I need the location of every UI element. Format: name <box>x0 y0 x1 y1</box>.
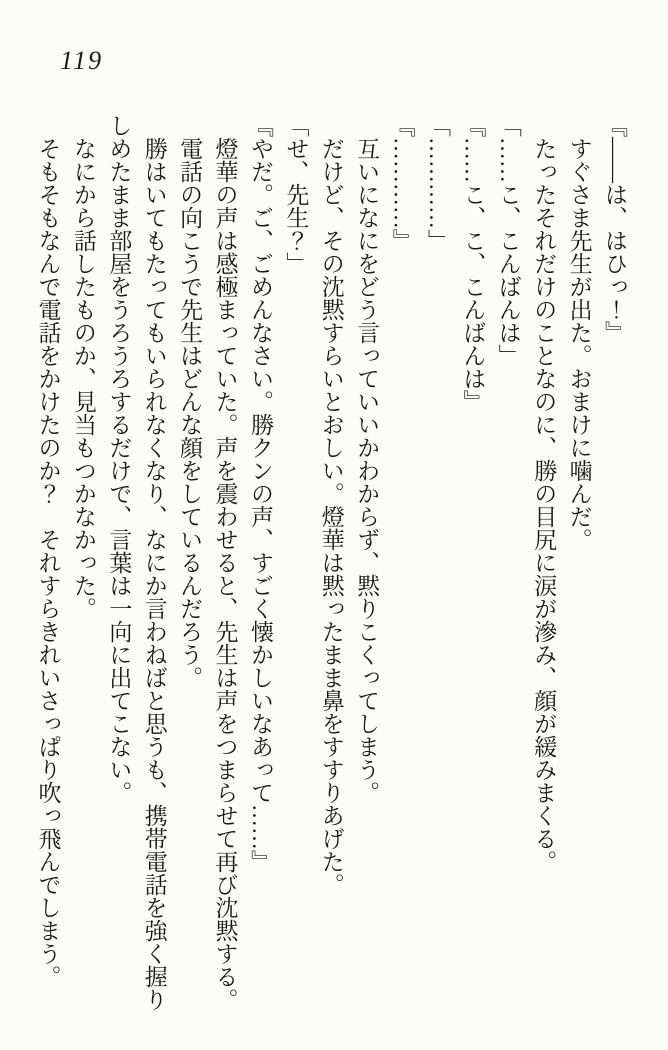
paragraph: 『――は、はひっ！』 <box>602 114 627 344</box>
paragraph: 「…………」 <box>424 114 450 252</box>
paragraph: だけど、その沈黙すらいとおしい。燈華は黙ったまま鼻をすすりあげた。 <box>318 137 344 896</box>
text-block <box>30 114 632 1016</box>
paragraph: 電話の向こうで先生はどんな顔をしているんだろう。 <box>177 137 203 689</box>
paragraph: なにから話したものか、見当もつかなかった。 <box>70 137 96 620</box>
paragraph: 「せ、先生？」 <box>283 114 309 275</box>
paragraph: 『やだ。ご、ごめんなさい。勝クンの声、すごく懐かしいなあって……』 <box>247 114 273 873</box>
paragraph: 互いになにをどう言っていいかわからず、黙りこくってしまう。 <box>354 137 380 804</box>
paragraph: 「……こ、こんばんは」 <box>495 114 521 367</box>
paragraph: たったそれだけのことなのに、勝の目尻に涙が滲み、顔が緩みまくる。 <box>531 137 557 873</box>
paragraph: 燈華の声は感極まっていた。声を震わせると、先生は声をつまらせて再び沈黙する。 <box>212 137 238 1011</box>
paragraph: 『…………』 <box>389 114 415 252</box>
paragraph: すぐさま先生が出た。おまけに噛んだ。 <box>566 137 592 551</box>
paragraph: 『……こ、こ、こんばんは』 <box>460 114 486 413</box>
page-number: 119 <box>60 46 104 75</box>
paragraph: そもそもなんで電話をかけたのか？ それすらきれいさっぱり吹っ飛んでしまう。 <box>35 137 61 988</box>
paragraph: 勝はいてもたってもいられなくなり、なにか言わねばと思うも、携帯電話を強く握りしめたまま部屋をうろうろするだけで、言葉は一向に出てこない。 <box>106 114 167 1011</box>
